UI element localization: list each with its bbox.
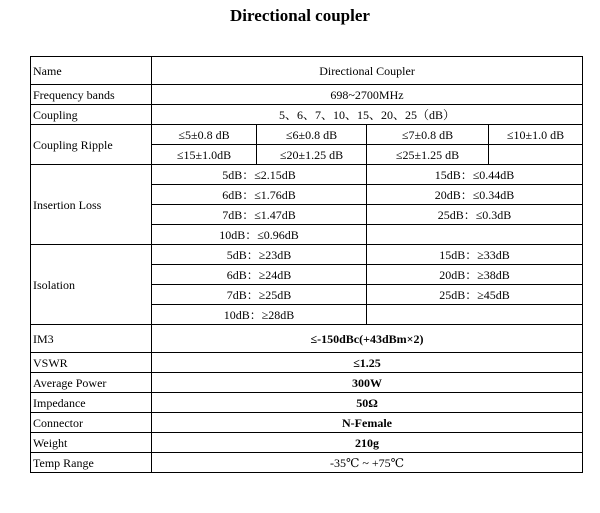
table-row-vswr	[31, 353, 583, 373]
insertion-loss-cell: 5dB：≤2.15dB	[152, 165, 367, 185]
isolation-cell: 10dB：≥28dB	[152, 305, 367, 325]
ripple-cell: ≤20±1.25 dB	[257, 145, 367, 165]
table-row-name	[31, 57, 583, 85]
insertion-loss-cell: 20dB：≤0.34dB	[367, 185, 583, 205]
ripple-cell: ≤10±1.0 dB	[489, 125, 583, 145]
isolation-cell: 15dB：≥33dB	[367, 245, 583, 265]
isolation-cell: 7dB：≥25dB	[152, 285, 367, 305]
connector-value: N-Female	[152, 413, 583, 433]
spec-table	[30, 56, 583, 473]
average-power-label: Average Power	[31, 373, 152, 393]
ripple-cell: ≤7±0.8 dB	[367, 125, 489, 145]
weight-value: 210g	[152, 433, 583, 453]
ripple-cell	[489, 145, 583, 165]
coupling-label: Coupling	[31, 105, 152, 125]
frequency-value: 698~2700MHz	[152, 85, 583, 105]
isolation-cell: 6dB：≥24dB	[152, 265, 367, 285]
table-row-temp-range	[31, 453, 583, 473]
weight-label: Weight	[31, 433, 152, 453]
coupling-value: 5、6、7、10、15、20、25（dB）	[152, 105, 583, 125]
table-row-average-power	[31, 373, 583, 393]
average-power-value: 300W	[152, 373, 583, 393]
insertion-loss-label: Insertion Loss	[31, 165, 152, 245]
isolation-cell: 25dB：≥45dB	[367, 285, 583, 305]
table-row-impedance	[31, 393, 583, 413]
table-row-im3	[31, 325, 583, 353]
temp-range-value: -35℃ ~ +75℃	[152, 453, 583, 473]
im3-value: ≤-150dBc(+43dBm×2)	[152, 325, 583, 353]
impedance-label: Impedance	[31, 393, 152, 413]
insertion-loss-cell: 6dB：≤1.76dB	[152, 185, 367, 205]
table-row-isolation	[31, 245, 583, 265]
impedance-value: 50Ω	[152, 393, 583, 413]
table-row-insertion-loss	[31, 165, 583, 185]
connector-label: Connector	[31, 413, 152, 433]
insertion-loss-cell: 25dB：≤0.3dB	[367, 205, 583, 225]
insertion-loss-cell	[367, 225, 583, 245]
temp-range-label: Temp Range	[31, 453, 152, 473]
isolation-cell	[367, 305, 583, 325]
insertion-loss-cell: 7dB：≤1.47dB	[152, 205, 367, 225]
isolation-cell: 5dB：≥23dB	[152, 245, 367, 265]
vswr-value: ≤1.25	[152, 353, 583, 373]
page-title: Directional coupler	[230, 6, 370, 25]
insertion-loss-cell: 10dB：≤0.96dB	[152, 225, 367, 245]
ripple-cell: ≤6±0.8 dB	[257, 125, 367, 145]
isolation-cell: 20dB：≥38dB	[367, 265, 583, 285]
frequency-label: Frequency bands	[31, 85, 152, 105]
ripple-cell: ≤5±0.8 dB	[152, 125, 257, 145]
insertion-loss-cell: 15dB：≤0.44dB	[367, 165, 583, 185]
name-value: Directional Coupler	[152, 57, 583, 85]
ripple-cell: ≤15±1.0dB	[152, 145, 257, 165]
isolation-label: Isolation	[31, 245, 152, 325]
coupling-ripple-label: Coupling Ripple	[31, 125, 152, 165]
table-row-coupling-ripple	[31, 125, 583, 145]
table-row-connector	[31, 413, 583, 433]
table-row-frequency	[31, 85, 583, 105]
vswr-label: VSWR	[31, 353, 152, 373]
ripple-cell: ≤25±1.25 dB	[367, 145, 489, 165]
table-row-weight	[31, 433, 583, 453]
table-row-coupling	[31, 105, 583, 125]
im3-label: IM3	[31, 325, 152, 353]
name-label: Name	[31, 57, 152, 85]
